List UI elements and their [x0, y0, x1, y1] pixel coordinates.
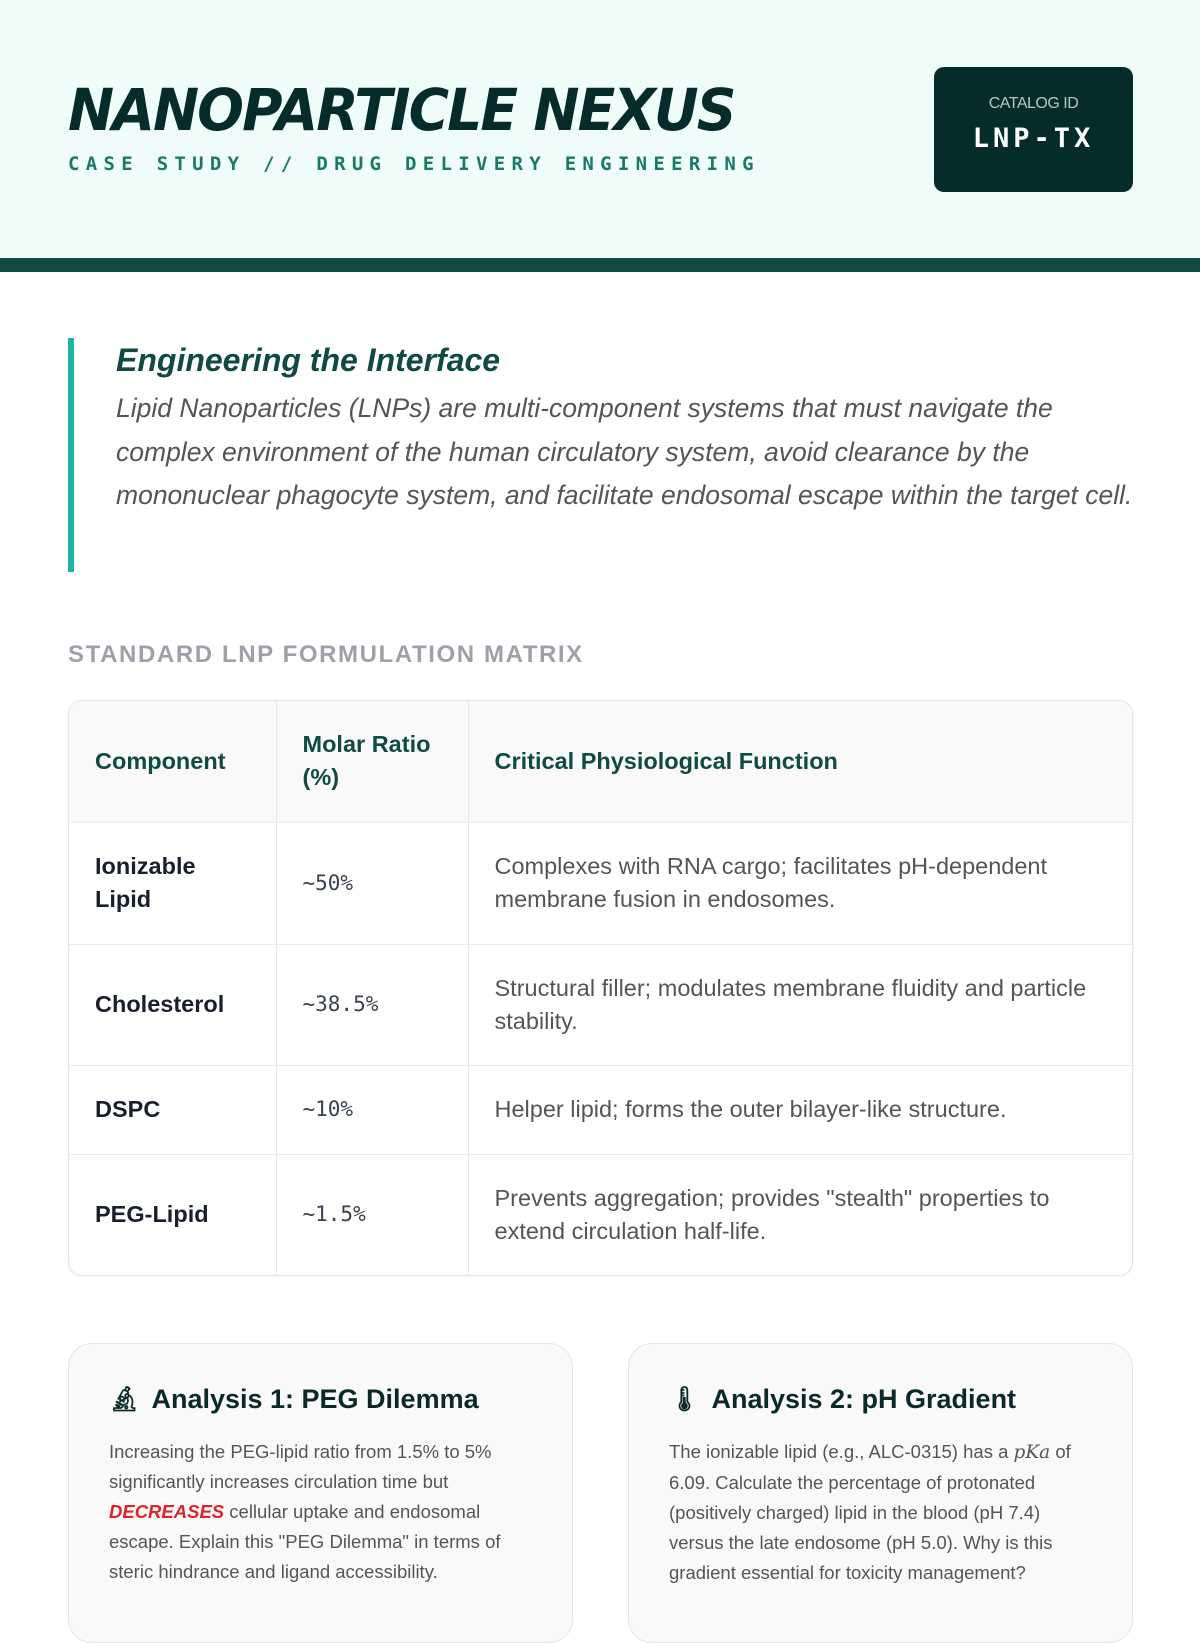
- ratio-cell: ~1.5%: [276, 1154, 468, 1275]
- analysis-card-2: [628, 1343, 1133, 1643]
- analysis-text: of 6.09. Calculate the percentage of protonated (positively charged) lipid in the blood (pH 7.4) versus the late endosome (pH 5.0). Why is this gradient essential for toxicity management?: [669, 1441, 1071, 1583]
- function-cell: Helper lipid; forms the outer bilayer-like structure.: [468, 1065, 1132, 1154]
- analysis-title: Analysis 1: PEG Dilemma: [151, 1384, 479, 1414]
- analysis-text: Increasing the PEG-lipid ratio from 1.5% to 5% significantly increases circulation time but: [109, 1441, 492, 1492]
- ratio-cell: ~50%: [276, 822, 468, 944]
- formulation-table: [68, 700, 1133, 1276]
- table-row: [69, 1065, 1132, 1154]
- section-label: STANDARD LNP FORMULATION MATRIX: [68, 641, 584, 668]
- pka-math: pKa: [1013, 1442, 1051, 1463]
- table-row: [69, 944, 1132, 1065]
- intro-heading: Engineering the Interface: [116, 342, 501, 378]
- catalog-badge: [934, 67, 1133, 192]
- component-cell: Ionizable Lipid: [69, 822, 276, 944]
- ratio-cell: ~10%: [276, 1065, 468, 1154]
- column-header: Critical Physiological Function: [468, 701, 1132, 822]
- emphasis-text: DECREASES: [109, 1501, 225, 1522]
- function-cell: Prevents aggregation; provides "stealth" properties to extend circulation half-life.: [494, 1184, 1050, 1244]
- page-title: NANOPARTICLE NEXUS: [68, 76, 735, 144]
- component-cell: Cholesterol: [69, 944, 276, 1065]
- table-row: [69, 822, 1132, 944]
- catalog-label: CATALOG ID: [988, 95, 1079, 112]
- microscope-icon: 🔬︎: [109, 1386, 140, 1413]
- analysis-card-1: [68, 1343, 573, 1643]
- page-header: [0, 0, 1200, 258]
- component-cell: DSPC: [69, 1065, 276, 1154]
- catalog-value: LNP-TX: [972, 123, 1095, 154]
- analysis-body: [109, 1437, 532, 1587]
- column-header: Molar Ratio (%): [276, 701, 468, 822]
- ratio-cell: ~38.5%: [276, 944, 468, 1065]
- function-cell: Structural filler; modulates membrane fluidity and particle stability.: [468, 944, 1132, 1065]
- page-subtitle: CASE STUDY // DRUG DELIVERY ENGINEERING: [68, 153, 760, 175]
- intro-callout: [68, 338, 1133, 572]
- intro-body: Lipid Nanoparticles (LNPs) are multi-component systems that must navigate the complex environment of the human circulatory system, avoid clearance by the mononuclear phagocyte system, and facilitate endosomal escape within the target cell.: [116, 393, 1133, 510]
- component-cell: PEG-Lipid: [69, 1154, 276, 1275]
- thermometer-icon: 🌡︎: [669, 1386, 700, 1413]
- analysis-title: Analysis 2: pH Gradient: [711, 1384, 1017, 1414]
- column-header: Component: [69, 701, 276, 822]
- analysis-text: cellular uptake and endosomal escape. Explain this "PEG Dilemma" in terms of steric hindrance and ligand accessibility.: [109, 1501, 501, 1582]
- analysis-text: The ionizable lipid (e.g., ALC-0315) has a: [669, 1441, 1014, 1462]
- table-header-row: [69, 701, 1132, 822]
- function-cell: Complexes with RNA cargo; facilitates pH-dependent membrane fusion in endosomes.: [468, 822, 1132, 944]
- table-row: [69, 1154, 1132, 1275]
- header-divider: [0, 258, 1200, 272]
- analysis-body: [669, 1437, 1092, 1588]
